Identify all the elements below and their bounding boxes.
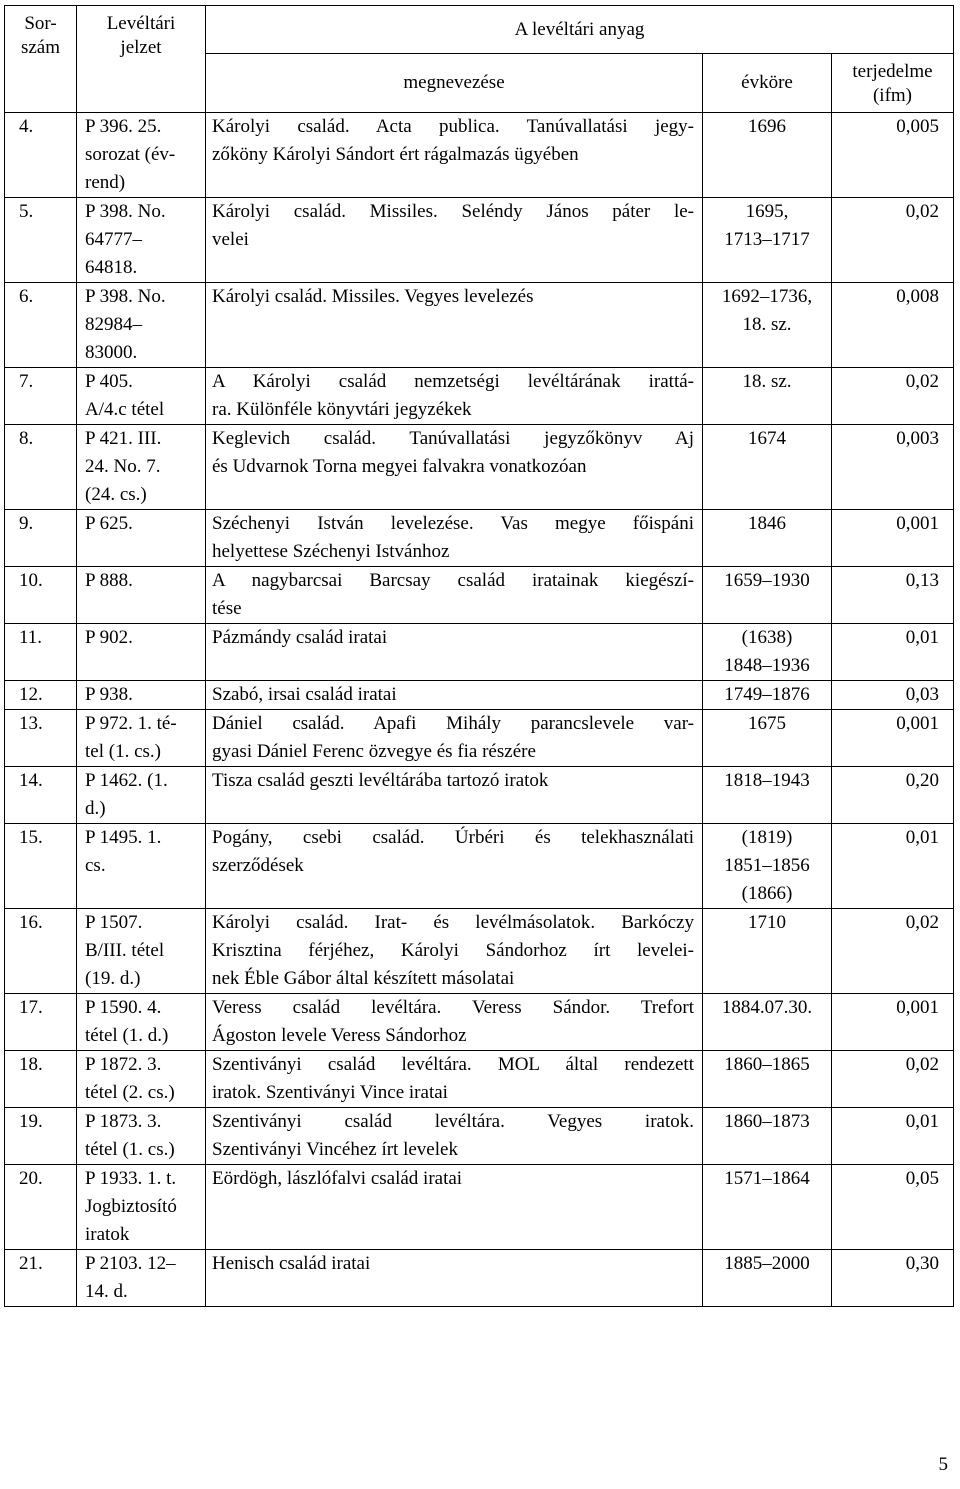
cell-jelzet-line: 64777– [85, 229, 142, 250]
cell-megnevezes-line: Pogány, csebi család. Úrbéri és telekhasználati [212, 827, 694, 848]
cell-evkor [703, 368, 832, 425]
cell-sorszam-line: 8. [19, 428, 34, 449]
cell-terjedelem-line: 0,008 [896, 286, 939, 307]
cell-sorszam-line: 7. [19, 371, 34, 392]
cell-sorszam [5, 994, 77, 1051]
table-row [5, 710, 954, 767]
cell-terjedelem [832, 909, 954, 994]
cell-jelzet-line: (19. d.) [85, 968, 141, 989]
cell-jelzet [77, 1165, 206, 1250]
cell-evkor-line: 1674 [748, 428, 786, 449]
cell-terjedelem-line: 0,02 [905, 371, 939, 392]
cell-jelzet-line: P 396. 25. [85, 116, 162, 137]
cell-terjedelem [832, 368, 954, 425]
cell-terjedelem-line: 0,02 [905, 1054, 939, 1075]
cell-sorszam-line: 12. [19, 684, 43, 705]
table-row [5, 425, 954, 510]
cell-megnevezes-line: Eördögh, lászlófalvi család iratai [212, 1168, 463, 1189]
cell-terjedelem [832, 1165, 954, 1250]
cell-jelzet [77, 1051, 206, 1108]
cell-megnevezes-line: Pázmándy család iratai [212, 627, 388, 648]
cell-jelzet [77, 1108, 206, 1165]
cell-megnevezes [206, 567, 703, 624]
cell-evkor [703, 1165, 832, 1250]
cell-evkor [703, 567, 832, 624]
table-row [5, 283, 954, 368]
cell-evkor-line: 1696 [748, 116, 786, 137]
cell-jelzet [77, 824, 206, 909]
cell-megnevezes [206, 113, 703, 198]
cell-megnevezes-line: Krisztina férjéhez, Károlyi Sándorhoz írt levelei- [212, 940, 694, 961]
cell-evkor-line: 1846 [748, 513, 786, 534]
header-terjedelme [832, 54, 954, 113]
cell-megnevezes [206, 710, 703, 767]
cell-megnevezes-line: helyettese Széchenyi Istvánhoz [212, 541, 450, 562]
cell-terjedelem [832, 510, 954, 567]
cell-jelzet-line: (24. cs.) [85, 484, 147, 505]
cell-megnevezes-line: iratok. Szentiványi Vince iratai [212, 1082, 448, 1103]
cell-sorszam-line: 10. [19, 570, 43, 591]
cell-jelzet-line: P 421. III. [85, 428, 162, 449]
cell-jelzet [77, 1250, 206, 1307]
cell-evkor-line: 1695, [745, 201, 789, 222]
cell-jelzet-line: P 1495. 1. [85, 827, 162, 848]
cell-evkor-line: 18. sz. [742, 314, 792, 335]
cell-jelzet [77, 368, 206, 425]
cell-megnevezes [206, 824, 703, 909]
cell-jelzet-line: P 1873. 3. [85, 1111, 162, 1132]
cell-evkor [703, 824, 832, 909]
cell-sorszam-line: 19. [19, 1111, 43, 1132]
cell-terjedelem [832, 567, 954, 624]
header-jelzet [77, 6, 206, 113]
cell-terjedelem-line: 0,005 [896, 116, 939, 137]
header-sorszam-text: Sor- szám [20, 13, 61, 58]
cell-evkor-line: (1866) [741, 883, 793, 904]
cell-megnevezes-line: Károlyi család. Acta publica. Tanúvallatási jegy- [212, 116, 694, 137]
table-body [5, 113, 954, 1307]
cell-jelzet-line: P 625. [85, 513, 133, 534]
cell-jelzet-line: d.) [85, 798, 106, 819]
cell-jelzet-line: P 938. [85, 684, 133, 705]
cell-evkor [703, 425, 832, 510]
cell-sorszam [5, 198, 77, 283]
cell-evkor-line: 1675 [748, 713, 786, 734]
table-row [5, 1108, 954, 1165]
cell-megnevezes-line: Szabó, irsai család iratai [212, 684, 397, 705]
header-evkore [703, 54, 832, 113]
cell-evkor [703, 710, 832, 767]
cell-sorszam [5, 1250, 77, 1307]
cell-jelzet-line: 24. No. 7. [85, 456, 161, 477]
cell-megnevezes [206, 767, 703, 824]
cell-megnevezes-line: gyasi Dániel Ferenc özvegye és fia részére [212, 741, 536, 762]
cell-terjedelem [832, 425, 954, 510]
cell-jelzet-line: P 1933. 1. t. [85, 1168, 177, 1189]
cell-megnevezes [206, 283, 703, 368]
table-row [5, 368, 954, 425]
cell-evkor [703, 283, 832, 368]
cell-sorszam [5, 510, 77, 567]
table-row [5, 909, 954, 994]
cell-terjedelem-line: 0,05 [905, 1168, 939, 1189]
header-anyag-text: A levéltári anyag [514, 18, 645, 40]
cell-jelzet [77, 710, 206, 767]
cell-megnevezes [206, 1108, 703, 1165]
cell-jelzet-line: P 1872. 3. [85, 1054, 162, 1075]
cell-megnevezes [206, 1250, 703, 1307]
cell-megnevezes-line: Tisza család geszti levéltárába tartozó iratok [212, 770, 549, 791]
cell-jelzet-line: P 405. [85, 371, 133, 392]
cell-evkor [703, 113, 832, 198]
header-megnevezese-text: megnevezése [403, 72, 505, 93]
cell-evkor-line: 1818–1943 [724, 770, 810, 791]
cell-jelzet-line: rend) [85, 172, 126, 193]
cell-sorszam [5, 824, 77, 909]
cell-terjedelem-line: 0,003 [896, 428, 939, 449]
cell-megnevezes-line: Széchenyi István levelezése. Vas megye főispáni [212, 513, 694, 534]
cell-sorszam-line: 13. [19, 713, 43, 734]
cell-jelzet-line: P 398. No. [85, 286, 166, 307]
cell-evkor-line: (1638) [741, 627, 793, 648]
table-row [5, 113, 954, 198]
table-row [5, 1250, 954, 1307]
cell-evkor [703, 624, 832, 681]
cell-jelzet-line: sorozat (év- [85, 144, 176, 165]
cell-sorszam-line: 16. [19, 912, 43, 933]
cell-evkor [703, 1051, 832, 1108]
cell-megnevezes [206, 681, 703, 710]
cell-megnevezes [206, 368, 703, 425]
table-row [5, 1051, 954, 1108]
cell-sorszam-line: 17. [19, 997, 43, 1018]
cell-evkor [703, 510, 832, 567]
cell-jelzet-line: P 888. [85, 570, 133, 591]
cell-megnevezes [206, 510, 703, 567]
cell-terjedelem-line: 0,01 [905, 827, 939, 848]
cell-terjedelem [832, 681, 954, 710]
cell-evkor-line: 1860–1865 [724, 1054, 810, 1075]
cell-sorszam [5, 1051, 77, 1108]
cell-megnevezes-line: Veress család levéltára. Veress Sándor. Trefort [212, 997, 694, 1018]
cell-megnevezes-line: zőköny Károlyi Sándort ért rágalmazás ügyében [212, 144, 579, 165]
cell-terjedelem-line: 0,01 [905, 627, 939, 648]
header-sorszam [5, 6, 77, 113]
cell-sorszam [5, 767, 77, 824]
cell-sorszam-line: 9. [19, 513, 34, 534]
cell-sorszam-line: 14. [19, 770, 43, 791]
cell-jelzet [77, 425, 206, 510]
cell-terjedelem [832, 767, 954, 824]
cell-jelzet-line: Jogbiztosító [85, 1196, 177, 1217]
cell-sorszam [5, 283, 77, 368]
cell-jelzet [77, 909, 206, 994]
cell-evkor [703, 909, 832, 994]
cell-terjedelem-line: 0,02 [905, 201, 939, 222]
cell-terjedelem [832, 994, 954, 1051]
cell-terjedelem-line: 0,02 [905, 912, 939, 933]
cell-megnevezes-line: ra. Különféle könyvtári jegyzékek [212, 399, 472, 420]
cell-jelzet [77, 283, 206, 368]
cell-sorszam-line: 6. [19, 286, 34, 307]
table-row [5, 994, 954, 1051]
cell-terjedelem [832, 824, 954, 909]
cell-jelzet-line: P 902. [85, 627, 133, 648]
cell-jelzet-line: tel (1. cs.) [85, 741, 161, 762]
cell-megnevezes [206, 1051, 703, 1108]
cell-megnevezes-line: Keglevich család. Tanúvallatási jegyzőkönyv Aj [212, 428, 694, 449]
cell-evkor [703, 681, 832, 710]
cell-sorszam-line: 15. [19, 827, 43, 848]
cell-sorszam [5, 710, 77, 767]
cell-megnevezes [206, 909, 703, 994]
cell-evkor-line: 1659–1930 [724, 570, 810, 591]
cell-jelzet [77, 681, 206, 710]
cell-megnevezes-line: Henisch család iratai [212, 1253, 371, 1274]
cell-sorszam [5, 425, 77, 510]
cell-evkor-line: 1848–1936 [724, 655, 810, 676]
cell-terjedelem [832, 1108, 954, 1165]
table-row [5, 198, 954, 283]
cell-terjedelem-line: 0,001 [896, 713, 939, 734]
cell-jelzet-line: 64818. [85, 257, 138, 278]
cell-jelzet-line: cs. [85, 855, 106, 876]
cell-evkor [703, 1250, 832, 1307]
cell-megnevezes-line: A nagybarcsai Barcsay család iratainak kiegészí- [212, 570, 694, 591]
cell-megnevezes-line: Dániel család. Apafi Mihály parancslevele var- [212, 713, 694, 734]
cell-terjedelem [832, 624, 954, 681]
cell-jelzet-line: P 1462. (1. [85, 770, 168, 791]
cell-sorszam [5, 113, 77, 198]
cell-jelzet-line: 82984– [85, 314, 142, 335]
cell-evkor [703, 198, 832, 283]
table-row [5, 767, 954, 824]
cell-terjedelem [832, 283, 954, 368]
cell-evkor [703, 994, 832, 1051]
header-jelzet-text: Levéltári jelzet [106, 13, 176, 58]
table-row [5, 824, 954, 909]
cell-megnevezes-line: velei [212, 229, 249, 250]
cell-sorszam [5, 681, 77, 710]
cell-sorszam [5, 1165, 77, 1250]
cell-terjedelem-line: 0,30 [905, 1253, 939, 1274]
cell-jelzet-line: 14. d. [85, 1281, 128, 1302]
cell-jelzet [77, 567, 206, 624]
cell-jelzet [77, 624, 206, 681]
cell-jelzet [77, 994, 206, 1051]
page-number: 5 [938, 1454, 948, 1475]
cell-evkor-line: 1860–1873 [724, 1111, 810, 1132]
cell-jelzet-line: tétel (1. d.) [85, 1025, 169, 1046]
cell-megnevezes-line: nek Éble Gábor által készített másolatai [212, 968, 515, 989]
header-evkore-text: évköre [741, 72, 793, 93]
cell-megnevezes [206, 624, 703, 681]
cell-jelzet-line: iratok [85, 1224, 130, 1245]
cell-evkor-line: (1819) [741, 827, 793, 848]
cell-jelzet-line: tétel (1. cs.) [85, 1139, 175, 1160]
cell-jelzet [77, 113, 206, 198]
cell-megnevezes-line: Ágoston levele Veress Sándorhoz [212, 1025, 467, 1046]
cell-megnevezes [206, 1165, 703, 1250]
cell-jelzet-line: P 1507. [85, 912, 143, 933]
cell-sorszam [5, 624, 77, 681]
header-megnevezese [206, 54, 703, 113]
cell-evkor-line: 1884.07.30. [721, 997, 813, 1018]
cell-evkor-line: 1571–1864 [724, 1168, 810, 1189]
cell-sorszam-line: 18. [19, 1054, 43, 1075]
cell-jelzet-line: tétel (2. cs.) [85, 1082, 175, 1103]
cell-evkor [703, 1108, 832, 1165]
cell-jelzet-line: P 1590. 4. [85, 997, 162, 1018]
cell-megnevezes-line: Szentiványi Vincéhez írt levelek [212, 1139, 458, 1160]
cell-evkor-line: 1749–1876 [724, 684, 810, 705]
cell-jelzet-line: 83000. [85, 342, 138, 363]
cell-evkor-line: 1885–2000 [724, 1253, 810, 1274]
cell-sorszam-line: 20. [19, 1168, 43, 1189]
table-row [5, 567, 954, 624]
header-terjedelme-text: terjedelme (ifm) [852, 61, 933, 106]
cell-terjedelem [832, 198, 954, 283]
cell-terjedelem-line: 0,20 [905, 770, 939, 791]
cell-sorszam-line: 21. [19, 1253, 43, 1274]
cell-terjedelem-line: 0,13 [905, 570, 939, 591]
cell-evkor-line: 1713–1717 [724, 229, 810, 250]
cell-jelzet-line: A/4.c tétel [85, 399, 165, 420]
cell-jelzet [77, 510, 206, 567]
cell-megnevezes-line: tése [212, 598, 242, 619]
cell-sorszam [5, 368, 77, 425]
cell-megnevezes-line: Szentiványi család levéltára. MOL által rendezett [212, 1054, 694, 1075]
cell-megnevezes-line: Károlyi család. Missiles. Seléndy János páter le- [212, 201, 694, 222]
cell-terjedelem-line: 0,03 [905, 684, 939, 705]
table-row [5, 510, 954, 567]
cell-evkor [703, 767, 832, 824]
cell-megnevezes [206, 198, 703, 283]
cell-jelzet-line: P 2103. 12– [85, 1253, 176, 1274]
cell-terjedelem-line: 0,01 [905, 1111, 939, 1132]
cell-sorszam-line: 11. [19, 627, 43, 648]
table-row [5, 1165, 954, 1250]
cell-jelzet-line: B/III. tétel [85, 940, 165, 961]
cell-evkor-line: 1851–1856 [724, 855, 810, 876]
cell-terjedelem [832, 1250, 954, 1307]
cell-megnevezes-line: Károlyi család. Missiles. Vegyes levelezés [212, 286, 534, 307]
cell-jelzet-line: P 398. No. [85, 201, 166, 222]
cell-terjedelem [832, 710, 954, 767]
cell-evkor-line: 18. sz. [742, 371, 792, 392]
cell-evkor-line: 1692–1736, [721, 286, 813, 307]
cell-sorszam [5, 1108, 77, 1165]
cell-terjedelem [832, 1051, 954, 1108]
cell-jelzet [77, 767, 206, 824]
cell-megnevezes [206, 425, 703, 510]
archive-table [4, 5, 954, 1307]
cell-sorszam-line: 4. [19, 116, 34, 137]
cell-jelzet [77, 198, 206, 283]
cell-terjedelem-line: 0,001 [896, 997, 939, 1018]
table-row [5, 624, 954, 681]
cell-terjedelem [832, 113, 954, 198]
cell-megnevezes-line: és Udvarnok Torna megyei falvakra vonatkozóan [212, 456, 587, 477]
cell-sorszam [5, 567, 77, 624]
cell-terjedelem-line: 0,001 [896, 513, 939, 534]
cell-evkor-line: 1710 [748, 912, 786, 933]
cell-megnevezes-line: Szentiványi család levéltára. Vegyes iratok. [212, 1111, 694, 1132]
cell-megnevezes [206, 994, 703, 1051]
cell-megnevezes-line: A Károlyi család nemzetségi levéltárának irattá- [212, 371, 694, 392]
table-row [5, 681, 954, 710]
cell-sorszam-line: 5. [19, 201, 34, 222]
header-anyag [206, 6, 954, 54]
cell-megnevezes-line: Károlyi család. Irat- és levélmásolatok. Barkóczy [212, 912, 694, 933]
cell-jelzet-line: P 972. 1. té- [85, 713, 177, 734]
cell-megnevezes-line: szerződések [212, 855, 304, 876]
cell-sorszam [5, 909, 77, 994]
